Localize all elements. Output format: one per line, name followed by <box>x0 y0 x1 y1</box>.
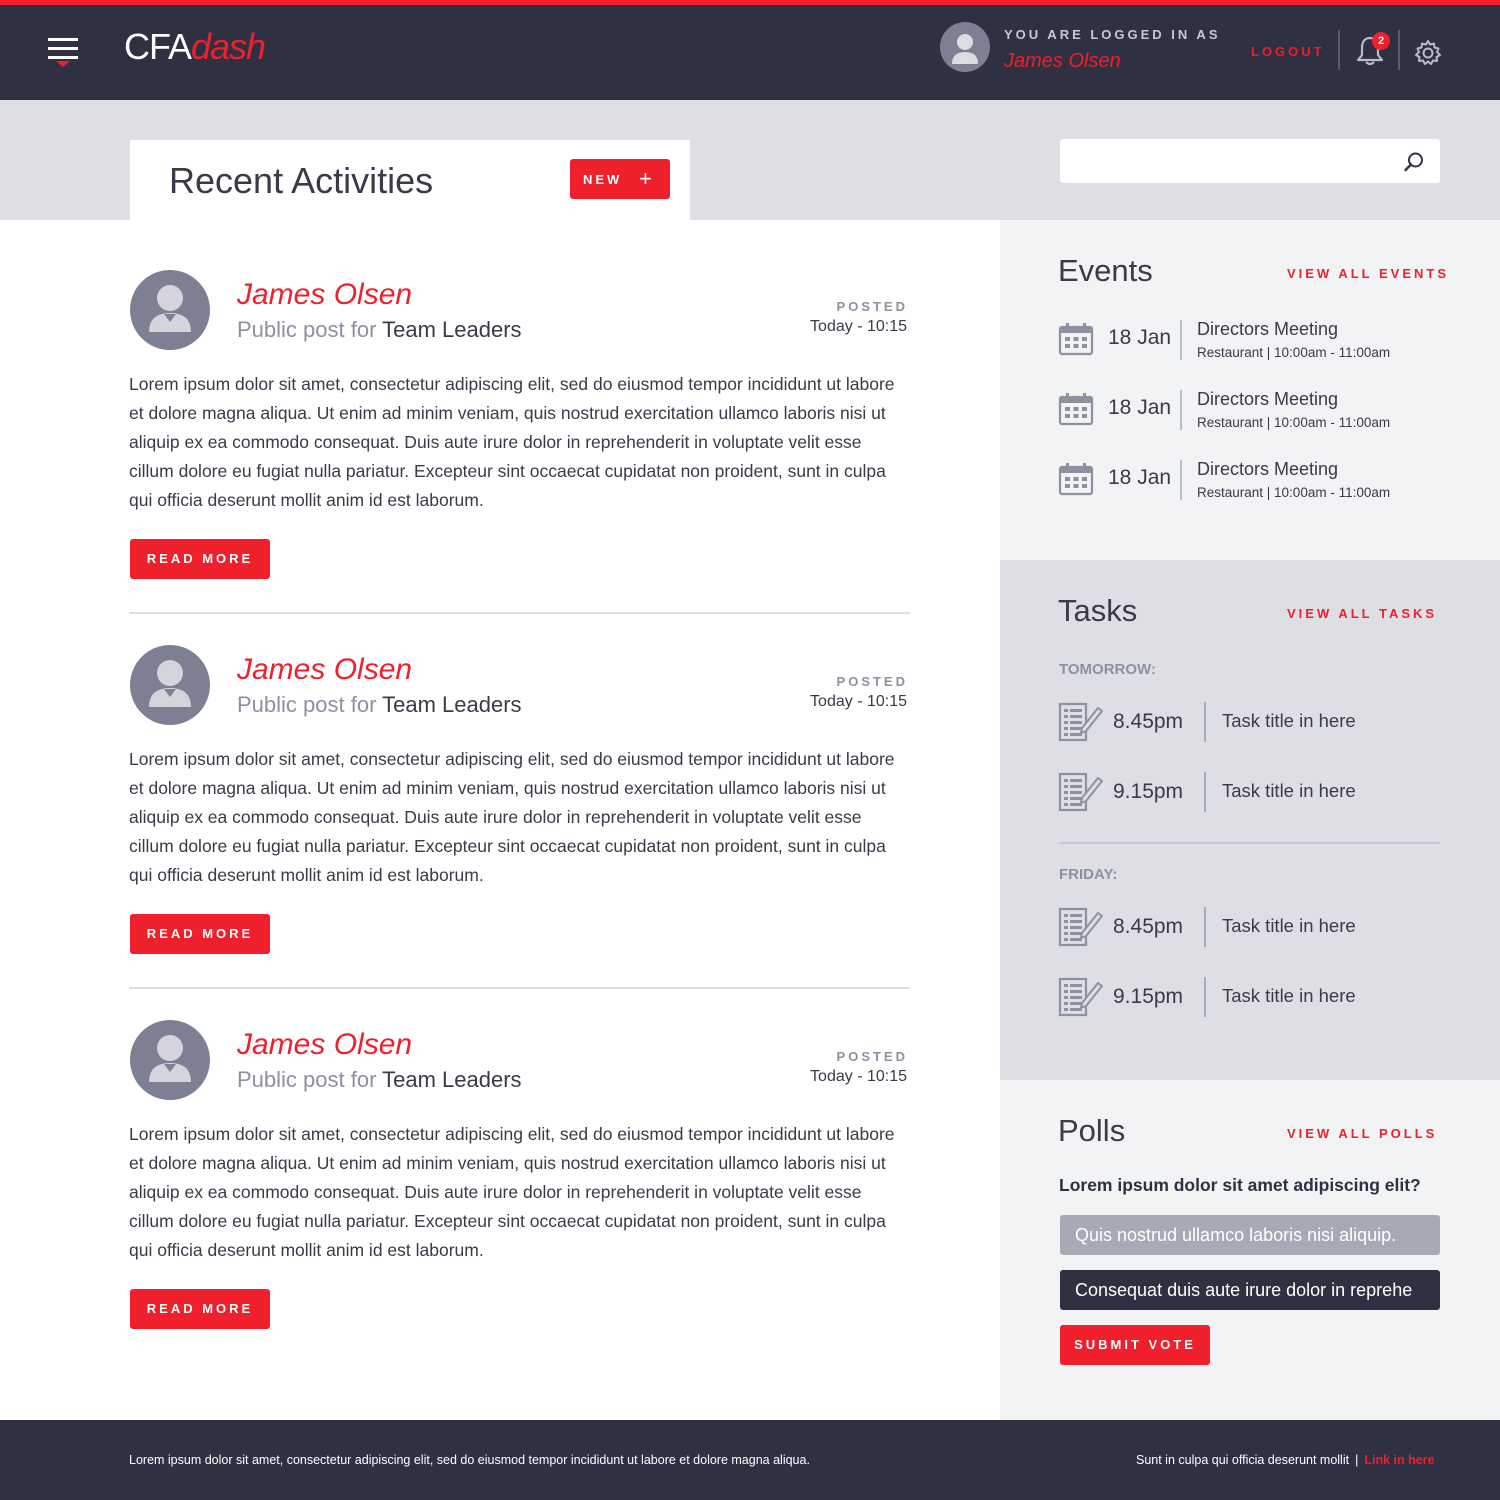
notification-badge[interactable]: 2 <box>1372 32 1390 50</box>
task-title: Task title in here <box>1222 710 1356 731</box>
events-title: Events <box>1058 253 1153 288</box>
footer-right <box>1136 1453 1435 1467</box>
calendar-icon <box>1058 322 1094 356</box>
poll-option-selected[interactable]: Consequat duis aute irure dolor in reprehe <box>1060 1270 1440 1310</box>
activity-post <box>129 645 910 955</box>
footer-separator: | <box>1355 1453 1359 1467</box>
post-body: Lorem ipsum dolor sit amet, consectetur adipiscing elit, sed do eiusmod tempor incididunt ut labore et dolore magna aliqua. Ut enim ad minim veniam, quis nostrud exercitation ullamco laboris nisi ut aliquip ex ea commodo consequat. Duis aute irure dolor in reprehenderit in voluptate velit esse cillum dolore eu fugiat nulla pariatur. Excepteur sint occaecat cupidatat non proident, sunt in culpa qui officia deserunt mollit anim id est laborum. <box>129 1124 895 1260</box>
event-divider <box>1180 390 1182 430</box>
event-date: 18 Jan <box>1108 396 1172 419</box>
search-box <box>1060 139 1440 183</box>
posted-time: Today - 10:15 <box>810 318 907 335</box>
post-audience <box>237 1067 522 1093</box>
footer-right-text: Sunt in culpa qui officia deserunt mollit <box>1136 1453 1350 1467</box>
audience-group[interactable]: Team Leaders <box>382 317 522 342</box>
task-list-edit-icon <box>1058 905 1104 947</box>
event-detail: Restaurant | 10:00am - 11:00am <box>1197 415 1391 430</box>
user-silhouette-icon <box>940 22 990 72</box>
gear-icon[interactable] <box>1414 39 1442 67</box>
user-silhouette-icon <box>130 645 210 725</box>
calendar-icon <box>1058 392 1094 426</box>
posted-label: POSTED <box>836 1049 908 1064</box>
task-divider <box>1204 772 1206 812</box>
task-time: 8.45pm <box>1113 915 1184 938</box>
plus-icon: + <box>639 166 652 191</box>
posted-label: POSTED <box>836 674 908 689</box>
post-audience <box>237 317 522 343</box>
audience-group[interactable]: Team Leaders <box>382 1067 522 1092</box>
post-author[interactable]: James Olsen <box>237 653 413 686</box>
post-author[interactable]: James Olsen <box>237 1028 413 1061</box>
task-item[interactable] <box>1058 770 1438 814</box>
task-time: 9.15pm <box>1113 780 1184 803</box>
audience-prefix: Public post for <box>237 692 377 717</box>
event-name: Directors Meeting <box>1197 319 1339 339</box>
activity-post <box>129 1020 910 1330</box>
hamburger-menu-icon[interactable] <box>48 38 78 78</box>
event-item[interactable] <box>1058 390 1458 434</box>
task-group-separator <box>1060 842 1440 844</box>
task-list-edit-icon <box>1058 770 1104 812</box>
event-name: Directors Meeting <box>1197 389 1339 409</box>
caret-down-icon <box>56 61 70 67</box>
avatar[interactable] <box>940 22 990 72</box>
task-item[interactable] <box>1058 975 1438 1019</box>
footer-link[interactable]: Link in here <box>1364 1453 1435 1467</box>
event-item[interactable] <box>1058 460 1458 504</box>
event-name: Directors Meeting <box>1197 459 1339 479</box>
posted-time: Today - 10:15 <box>810 693 907 710</box>
user-silhouette-icon <box>130 1020 210 1100</box>
view-all-polls-link[interactable]: VIEW ALL POLLS <box>1287 1126 1438 1141</box>
view-all-tasks-link[interactable]: VIEW ALL TASKS <box>1287 606 1438 621</box>
header-divider <box>1398 30 1400 70</box>
polls-title: Polls <box>1058 1113 1126 1148</box>
audience-group[interactable]: Team Leaders <box>382 692 522 717</box>
event-date: 18 Jan <box>1108 466 1172 489</box>
new-activity-button[interactable] <box>570 159 670 199</box>
read-more-button[interactable]: READ MORE <box>130 1289 270 1329</box>
event-date: 18 Jan <box>1108 326 1172 349</box>
audience-prefix: Public post for <box>237 317 377 342</box>
event-detail: Restaurant | 10:00am - 11:00am <box>1197 485 1391 500</box>
poll-question: Lorem ipsum dolor sit amet adipiscing elit? <box>1059 1175 1421 1195</box>
logged-in-user-name[interactable]: James Olsen <box>1004 50 1121 72</box>
avatar[interactable] <box>130 645 210 725</box>
task-list-edit-icon <box>1058 975 1104 1017</box>
logo-part2: dash <box>191 26 266 67</box>
task-time: 8.45pm <box>1113 710 1184 733</box>
audience-prefix: Public post for <box>237 1067 377 1092</box>
task-divider <box>1204 702 1206 742</box>
logout-link[interactable]: LOGOUT <box>1251 44 1325 59</box>
task-group-label: TOMORROW: <box>1059 661 1156 678</box>
task-title: Task title in here <box>1222 985 1356 1006</box>
task-title: Task title in here <box>1222 780 1356 801</box>
new-button-label: NEW <box>583 172 623 187</box>
posted-label: POSTED <box>836 299 908 314</box>
task-list-edit-icon <box>1058 700 1104 742</box>
search-input[interactable] <box>1072 149 1392 173</box>
user-silhouette-icon <box>130 270 210 350</box>
task-item[interactable] <box>1058 905 1438 949</box>
task-divider <box>1204 907 1206 947</box>
brand-logo[interactable] <box>124 26 265 68</box>
logo-part1: CFA <box>124 26 192 67</box>
task-title: Task title in here <box>1222 915 1356 936</box>
post-divider <box>129 612 910 614</box>
post-divider <box>129 987 910 989</box>
event-item[interactable] <box>1058 320 1458 364</box>
read-more-button[interactable]: READ MORE <box>130 914 270 954</box>
task-time: 9.15pm <box>1113 985 1184 1008</box>
logged-in-label: YOU ARE LOGGED IN AS <box>1004 27 1221 42</box>
event-detail: Restaurant | 10:00am - 11:00am <box>1197 345 1391 360</box>
post-body: Lorem ipsum dolor sit amet, consectetur adipiscing elit, sed do eiusmod tempor incididunt ut labore et dolore magna aliqua. Ut enim ad minim veniam, quis nostrud exercitation ullamco laboris nisi ut aliquip ex ea commodo consequat. Duis aute irure dolor in reprehenderit in voluptate velit esse cillum dolore eu fugiat nulla pariatur. Excepteur sint occaecat cupidatat non proident, sunt in culpa qui officia deserunt mollit anim id est laborum. <box>129 374 895 510</box>
task-group-label: FRIDAY: <box>1059 866 1118 883</box>
posted-time: Today - 10:15 <box>810 1068 907 1085</box>
post-author[interactable]: James Olsen <box>237 278 413 311</box>
calendar-icon <box>1058 462 1094 496</box>
submit-vote-button[interactable]: SUBMIT VOTE <box>1060 1325 1210 1365</box>
page-title: Recent Activities <box>169 160 434 201</box>
event-divider <box>1180 460 1182 500</box>
search-icon[interactable] <box>1402 150 1426 174</box>
task-divider <box>1204 977 1206 1017</box>
activity-post <box>129 270 910 580</box>
poll-option[interactable]: Quis nostrud ullamco laboris nisi aliquip. <box>1060 1215 1440 1255</box>
avatar[interactable] <box>130 1020 210 1100</box>
footer-text: Lorem ipsum dolor sit amet, consectetur adipiscing elit, sed do eiusmod tempor incididunt ut labore et dolore magna aliqua. <box>129 1453 810 1467</box>
post-audience <box>237 692 522 718</box>
task-item[interactable] <box>1058 700 1438 744</box>
post-body: Lorem ipsum dolor sit amet, consectetur adipiscing elit, sed do eiusmod tempor incididunt ut labore et dolore magna aliqua. Ut enim ad minim veniam, quis nostrud exercitation ullamco laboris nisi ut aliquip ex ea commodo consequat. Duis aute irure dolor in reprehenderit in voluptate velit esse cillum dolore eu fugiat nulla pariatur. Excepteur sint occaecat cupidatat non proident, sunt in culpa qui officia deserunt mollit anim id est laborum. <box>129 749 895 885</box>
avatar[interactable] <box>130 270 210 350</box>
header-divider <box>1338 30 1340 70</box>
read-more-button[interactable]: READ MORE <box>130 539 270 579</box>
event-divider <box>1180 320 1182 360</box>
view-all-events-link[interactable]: VIEW ALL EVENTS <box>1287 266 1450 281</box>
tasks-title: Tasks <box>1058 593 1138 628</box>
